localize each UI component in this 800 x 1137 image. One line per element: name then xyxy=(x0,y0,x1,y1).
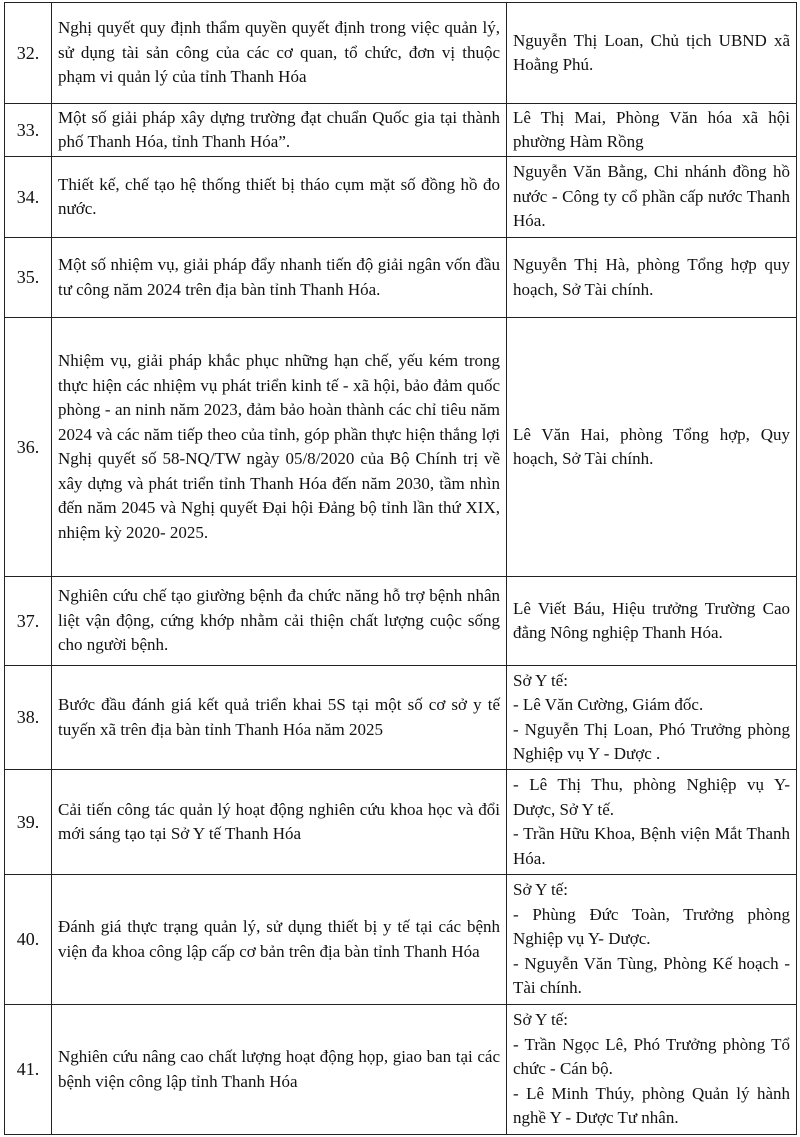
research-topics-table xyxy=(4,2,797,1135)
row-number: 39. xyxy=(5,770,52,875)
topic-title: Một số giải pháp xây dựng trường đạt chuẩn Quốc gia tại thành phố Thanh Hóa, tỉnh Thanh Hóa”. xyxy=(52,104,507,157)
author-line: - Nguyễn Văn Tùng, Phòng Kế hoạch - Tài chính. xyxy=(513,953,790,998)
topic-title: Một số nhiệm vụ, giải pháp đẩy nhanh tiến độ giải ngân vốn đầu tư công năm 2024 trên địa bàn tỉnh Thanh Hóa. xyxy=(52,238,507,318)
author-line: Sở Y tế: xyxy=(513,670,568,690)
topic-title: Nhiệm vụ, giải pháp khắc phục những hạn chế, yếu kém trong thực hiện các nhiệm vụ phát triển kinh tế - xã hội, bảo đảm quốc phòng - an ninh năm 2023, đảm bảo hoàn thành các chỉ tiêu năm 2024 và các năm tiếp theo của tỉnh, góp phần thực hiện thắng lợi Nghị quyết số 58-NQ/TW ngày 05/8/2020 của Bộ Chính trị về xây dựng và phát triển tỉnh Thanh Hóa đến năm 2030, tầm nhìn đến năm 2045 và Nghị quyết Đại hội Đảng bộ tỉnh lần thứ XIX, nhiệm kỳ 2020- 2025. xyxy=(52,318,507,577)
author-line: Lê Viết Báu, Hiệu trưởng Trường Cao đẳng Nông nghiệp Thanh Hóa. xyxy=(513,598,790,642)
author-line: - Phùng Đức Toàn, Trưởng phòng Nghiệp vụ Y- Dược. xyxy=(513,904,790,949)
author-cell xyxy=(507,318,797,577)
table-row xyxy=(5,3,797,104)
author-line: Nguyễn Văn Bằng, Chi nhánh đồng hồ nước - Công ty cổ phần cấp nước Thanh Hóa. xyxy=(513,162,790,231)
author-cell xyxy=(507,3,797,104)
table-row xyxy=(5,157,797,238)
table-row xyxy=(5,875,797,1005)
author-line: Nguyễn Thị Hà, phòng Tổng hợp quy hoạch, Sở Tài chính. xyxy=(513,255,790,299)
table-row xyxy=(5,104,797,157)
author-line: - Nguyễn Thị Loan, Phó Trưởng phòng Nghiệp vụ Y - Dược . xyxy=(513,719,790,763)
author-line: - Trần Ngọc Lê, Phó Trưởng phòng Tổ chức - Cán bộ. xyxy=(513,1034,790,1079)
row-number: 38. xyxy=(5,666,52,770)
topic-title: Bước đầu đánh giá kết quả triển khai 5S tại một số cơ sở y tế tuyến xã trên địa bàn tỉnh Thanh Hóa năm 2025 xyxy=(52,666,507,770)
table-row xyxy=(5,318,797,577)
author-cell xyxy=(507,666,797,770)
author-line: Lê Thị Mai, Phòng Văn hóa xã hội phường Hàm Rồng xyxy=(513,107,790,151)
author-line: Nguyễn Thị Loan, Chủ tịch UBND xã Hoằng Phú. xyxy=(513,30,790,74)
topic-title: Nghiên cứu chế tạo giường bệnh đa chức năng hỗ trợ bệnh nhân liệt vận động, cứng khớp nhằm cải thiện chất lượng cuộc sống cho người bệnh. xyxy=(52,577,507,666)
table-row xyxy=(5,1005,797,1135)
topic-title: Đánh giá thực trạng quản lý, sử dụng thiết bị y tế tại các bệnh viện đa khoa công lập cấp cơ bản trên địa bàn tỉnh Thanh Hóa xyxy=(52,875,507,1005)
author-line: Lê Văn Hai, phòng Tổng hợp, Quy hoạch, Sở Tài chính. xyxy=(513,424,790,468)
topic-title: Thiết kế, chế tạo hệ thống thiết bị tháo cụm mặt số đồng hồ đo nước. xyxy=(52,157,507,238)
table-row xyxy=(5,770,797,875)
row-number: 33. xyxy=(5,104,52,157)
table-row xyxy=(5,577,797,666)
row-number: 40. xyxy=(5,875,52,1005)
author-cell xyxy=(507,157,797,238)
author-line: - Lê Thị Thu, phòng Nghiệp vụ Y- Dược, Sở Y tế. xyxy=(513,775,790,819)
author-cell xyxy=(507,238,797,318)
table-row xyxy=(5,666,797,770)
topic-title: Nghị quyết quy định thẩm quyền quyết định trong việc quản lý, sử dụng tài sản công của các cơ quan, tổ chức, đơn vị thuộc phạm vi quản lý của tỉnh Thanh Hóa xyxy=(52,3,507,104)
row-number: 34. xyxy=(5,157,52,238)
author-line: - Lê Minh Thúy, phòng Quản lý hành nghề Y - Dược Tư nhân. xyxy=(513,1083,790,1128)
author-cell xyxy=(507,770,797,875)
author-line: Sở Y tế: xyxy=(513,1010,568,1030)
row-number: 37. xyxy=(5,577,52,666)
row-number: 36. xyxy=(5,318,52,577)
row-number: 35. xyxy=(5,238,52,318)
author-cell xyxy=(507,577,797,666)
table-row xyxy=(5,238,797,318)
row-number: 41. xyxy=(5,1005,52,1135)
row-number: 32. xyxy=(5,3,52,104)
author-cell xyxy=(507,104,797,157)
author-line: - Lê Văn Cường, Giám đốc. xyxy=(513,695,704,714)
author-cell xyxy=(507,1005,797,1135)
author-line: Sở Y tế: xyxy=(513,880,568,900)
topic-title: Nghiên cứu nâng cao chất lượng hoạt động họp, giao ban tại các bệnh viện công lập tỉnh Thanh Hóa xyxy=(52,1005,507,1135)
author-line: - Trần Hữu Khoa, Bệnh viện Mắt Thanh Hóa. xyxy=(513,824,790,868)
author-cell xyxy=(507,875,797,1005)
topic-title: Cải tiến công tác quản lý hoạt động nghiên cứu khoa học và đổi mới sáng tạo tại Sở Y tế Thanh Hóa xyxy=(52,770,507,875)
